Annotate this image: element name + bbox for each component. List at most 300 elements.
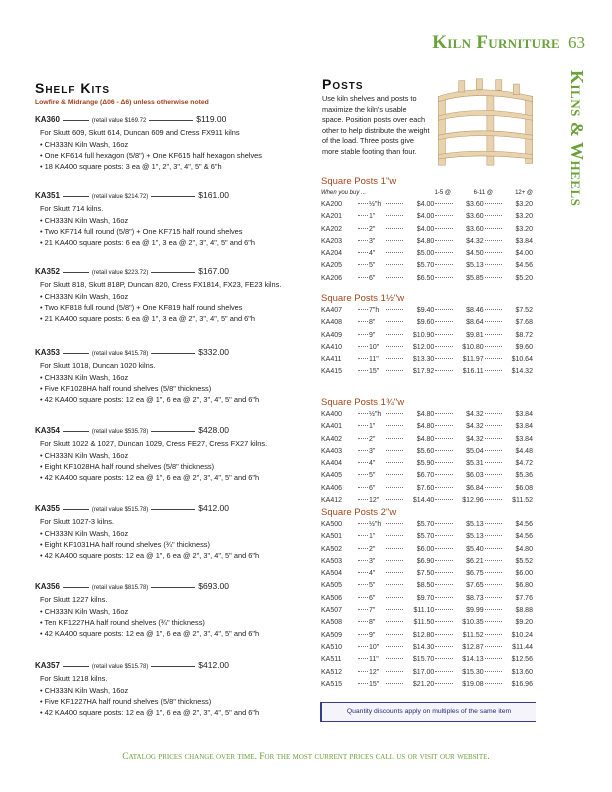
price-1-5: $6.00 xyxy=(416,545,435,553)
leader-line xyxy=(151,509,195,510)
item-height: 11" xyxy=(369,656,379,664)
price-1-5: $21.20 xyxy=(412,680,435,688)
leader-line xyxy=(151,431,195,432)
price-1-5: $10.90 xyxy=(412,331,435,339)
price-6-11: $14.13 xyxy=(462,656,484,664)
item-code: KA402 xyxy=(321,435,343,443)
price-6-11: $4.32 xyxy=(466,237,484,245)
kit-compatibility: For Skutt 818, Skutt 818P, Duncan 820, Cress FX1814, FX23, FE23 kilns. xyxy=(40,280,282,290)
kit-price: $428.00 xyxy=(198,425,230,435)
price-12-plus: $4.56 xyxy=(515,521,533,528)
post-price-table xyxy=(321,293,533,381)
kit-item: • Five KF1227HA half round shelves (5/8" thickness) xyxy=(40,696,315,707)
table-row xyxy=(321,436,533,448)
price-1-5: $5.90 xyxy=(416,460,435,468)
leader-line xyxy=(63,431,89,432)
price-6-11: $11.52 xyxy=(462,631,484,639)
item-code: KA512 xyxy=(321,668,343,676)
price-1-5: $5.70 xyxy=(416,533,435,541)
price-1-5: $17.92 xyxy=(412,368,435,376)
item-height: 1" xyxy=(369,423,376,431)
item-code: KA411 xyxy=(321,356,342,364)
kit-code: KA354 xyxy=(35,426,60,435)
table-row xyxy=(321,275,533,287)
price-6-11: $5.04 xyxy=(466,447,484,455)
item-code: KA511 xyxy=(321,656,342,664)
leader-line xyxy=(151,196,195,197)
item-code: KA406 xyxy=(321,484,343,492)
item-height: ½"h xyxy=(369,411,382,418)
price-1-5: $5.60 xyxy=(416,447,435,455)
table-row xyxy=(321,595,533,607)
item-height: 9" xyxy=(369,331,376,339)
item-code: KA505 xyxy=(321,582,343,590)
price-12-plus: $3.20 xyxy=(515,213,533,221)
price-1-5: $14.40 xyxy=(412,497,435,505)
price-12-plus: $9.60 xyxy=(515,343,533,351)
item-height: 3" xyxy=(369,447,376,455)
leader-line xyxy=(63,509,89,510)
price-6-11: $19.08 xyxy=(462,680,484,688)
price-6-11: $6.21 xyxy=(466,557,484,565)
item-height: 6" xyxy=(369,594,376,602)
item-height: 4" xyxy=(369,460,376,468)
item-height: 5" xyxy=(369,472,376,480)
kit-item: • CH333N Kiln Wash, 16oz xyxy=(40,450,315,461)
kit-item: • 18 KA400 square posts: 3 ea @ 1", 2", 3", 4", 5" & 6"h xyxy=(40,161,315,172)
price-12-plus: $9.20 xyxy=(515,619,533,627)
price-1-5: $9.70 xyxy=(416,594,435,602)
table-row xyxy=(321,558,533,570)
table-row xyxy=(321,356,533,368)
item-height: 3" xyxy=(369,557,376,565)
price-6-11: $4.32 xyxy=(466,435,484,443)
kit-retail-value: (retail value $515.78) xyxy=(91,507,149,513)
post-price-table xyxy=(321,176,533,287)
kit-compatibility: For Skutt 609, Skutt 614, Duncan 609 and Cress FX911 kilns xyxy=(40,128,240,138)
leader-line xyxy=(63,666,89,667)
price-6-11: $5.13 xyxy=(466,533,484,541)
price-6-11: $5.85 xyxy=(466,274,484,282)
item-code: KA415 xyxy=(321,368,343,376)
item-code: KA407 xyxy=(321,307,343,314)
price-1-5: $9.60 xyxy=(416,319,435,327)
item-code: KA200 xyxy=(321,201,343,208)
price-6-11: $5.13 xyxy=(466,262,484,270)
kit-item: • CH333N Kiln Wash, 16oz xyxy=(40,291,315,302)
item-height: 2" xyxy=(369,225,376,233)
shelf-kit xyxy=(35,425,315,483)
leader-line xyxy=(151,587,195,588)
price-6-11: $5.31 xyxy=(466,460,484,468)
kit-compatibility: For Skutt 1227 kilns. xyxy=(40,595,108,605)
kit-price: $412.00 xyxy=(198,660,230,670)
price-12-plus: $3.84 xyxy=(515,423,533,431)
table-row xyxy=(321,582,533,594)
price-6-11: $16.11 xyxy=(462,368,484,376)
price-1-5: $13.30 xyxy=(412,356,435,364)
item-height: ½"h xyxy=(369,521,382,528)
kit-item: • CH333N Kiln Wash, 16oz xyxy=(40,215,315,226)
item-height: 3" xyxy=(369,237,376,245)
price-1-5: $7.60 xyxy=(416,484,435,492)
price-12-plus: $8.88 xyxy=(515,607,533,615)
page-header-title: Kiln Furniture xyxy=(432,32,560,53)
price-12-plus: $11.52 xyxy=(512,497,533,505)
price-6-11: $4.50 xyxy=(466,250,484,258)
shelf-kit xyxy=(35,581,315,639)
item-code: KA509 xyxy=(321,631,343,639)
table-title: Square Posts 1½"w xyxy=(321,293,405,304)
kit-compatibility: For Skutt 1018, Duncan 1020 kilns. xyxy=(40,361,156,371)
item-code: KA409 xyxy=(321,331,343,339)
kit-price: $332.00 xyxy=(198,347,230,357)
footer-note: Catalog prices change over time. For the most current prices call us or visit our website. xyxy=(122,752,490,762)
kit-retail-value: (retail value $535.78) xyxy=(91,429,149,435)
item-height: 15" xyxy=(369,680,380,688)
price-6-11: $6.03 xyxy=(466,472,484,480)
price-6-11: $5.40 xyxy=(466,545,484,553)
item-height: 9" xyxy=(369,631,376,639)
item-code: KA408 xyxy=(321,319,343,327)
price-6-11: $3.60 xyxy=(466,225,484,233)
table-row xyxy=(321,262,533,274)
kit-compatibility: For Skutt 1027-3 kilns. xyxy=(40,517,114,527)
table-row xyxy=(321,607,533,619)
kit-price: $167.00 xyxy=(198,266,230,276)
price-6-11: $4.32 xyxy=(466,411,484,418)
kiln-shelves-photo xyxy=(434,74,538,170)
column-header: 12+ @ xyxy=(515,190,533,196)
item-code: KA400 xyxy=(321,411,343,418)
price-1-5: $17.00 xyxy=(412,668,435,676)
price-6-11: $9.81 xyxy=(466,331,484,339)
item-height: 12" xyxy=(369,497,380,505)
table-row xyxy=(321,472,533,484)
price-12-plus: $3.84 xyxy=(515,435,533,443)
price-1-5: $7.50 xyxy=(416,570,435,578)
item-code: KA403 xyxy=(321,447,343,455)
item-height: 8" xyxy=(369,319,376,327)
kit-code: KA355 xyxy=(35,504,60,513)
price-12-plus: $5.20 xyxy=(515,274,533,282)
table-row xyxy=(321,307,533,319)
column-header: 6-11 @ xyxy=(473,190,493,196)
item-code: KA404 xyxy=(321,460,343,468)
kit-code: KA360 xyxy=(35,115,60,124)
item-code: KA515 xyxy=(321,680,343,688)
kit-item: • Eight KF1031HA half round shelves (¾" thickness) xyxy=(40,539,315,550)
kit-item: • 21 KA400 square posts: 6 ea @ 1", 3 ea @ 2", 3", 4", 5" and 6"h xyxy=(40,313,315,324)
kit-code: KA351 xyxy=(35,191,60,200)
price-1-5: $12.00 xyxy=(412,343,435,351)
price-6-11: $6.84 xyxy=(466,484,484,492)
price-1-5: $15.70 xyxy=(412,656,435,664)
price-12-plus: $14.32 xyxy=(511,368,533,376)
price-6-11: $3.60 xyxy=(466,213,484,221)
kit-item: • Two KF818 full round (5/8") + One KF819 half round shelves xyxy=(40,302,315,313)
leader-line xyxy=(149,120,193,121)
item-height: 1" xyxy=(369,213,376,221)
table-row xyxy=(321,669,533,681)
leader-line xyxy=(151,272,195,273)
item-height: 8" xyxy=(369,619,376,627)
price-6-11: $11.97 xyxy=(462,356,484,364)
table-row xyxy=(321,411,533,423)
item-height: 2" xyxy=(369,545,376,553)
kit-price: $412.00 xyxy=(198,503,230,513)
item-height: 4" xyxy=(369,570,376,578)
item-height: 11" xyxy=(369,356,379,364)
item-code: KA206 xyxy=(321,274,343,282)
price-6-11: $8.73 xyxy=(466,594,484,602)
kit-item: • 42 KA400 square posts: 12 ea @ 1", 6 ea @ 2", 3", 4", 5" and 6"h xyxy=(40,394,315,405)
table-row xyxy=(321,238,533,250)
kit-item: • 21 KA400 square posts: 6 ea @ 1", 3 ea @ 2", 3", 4", 5" and 6"h xyxy=(40,237,315,248)
shelf-kit xyxy=(35,114,315,172)
price-6-11: $8.64 xyxy=(466,319,484,327)
table-row xyxy=(321,460,533,472)
price-1-5: $9.40 xyxy=(416,307,435,314)
item-code: KA508 xyxy=(321,619,343,627)
kit-compatibility: For Skutt 714 kilns. xyxy=(40,204,104,214)
kit-item: • CH333N Kiln Wash, 16oz xyxy=(40,606,315,617)
item-height: 5" xyxy=(369,582,376,590)
kit-code: KA357 xyxy=(35,661,60,670)
kit-price: $119.00 xyxy=(196,114,227,124)
kit-retail-value: (retail value $169.72 xyxy=(91,118,147,124)
table-row xyxy=(321,448,533,460)
price-12-plus: $4.80 xyxy=(515,545,533,553)
table-row xyxy=(321,226,533,238)
table-title: Square Posts 1¾"w xyxy=(321,397,405,408)
kit-retail-value: (retail value $515.78) xyxy=(91,664,149,670)
shelf-kit xyxy=(35,660,315,718)
table-row xyxy=(321,423,533,435)
item-code: KA205 xyxy=(321,262,343,270)
table-title: Square Posts 2"w xyxy=(321,507,397,518)
item-height: 6" xyxy=(369,484,376,492)
item-code: KA504 xyxy=(321,570,343,578)
table-row xyxy=(321,344,533,356)
price-12-plus: $4.00 xyxy=(515,250,533,258)
kit-item: • Five KF1028HA half round shelves (5/8" thickness) xyxy=(40,383,315,394)
price-12-plus: $4.48 xyxy=(515,447,533,455)
table-row xyxy=(321,521,533,533)
kit-item: • 42 KA400 square posts: 12 ea @ 1", 6 ea @ 2", 3", 4", 5" and 6"h xyxy=(40,628,315,639)
leader-line xyxy=(63,120,89,121)
item-code: KA202 xyxy=(321,225,343,233)
kit-retail-value: (retail value $415.78) xyxy=(91,351,149,357)
price-6-11: $9.99 xyxy=(466,607,484,615)
table-row xyxy=(321,681,533,693)
item-height: 10" xyxy=(369,343,380,351)
shelf-kits-heading xyxy=(35,80,209,106)
table-row xyxy=(321,619,533,631)
shelf-kit xyxy=(35,347,315,405)
kit-item: • 42 KA400 square posts: 12 ea @ 1", 6 ea @ 2", 3", 4", 5" and 6"h xyxy=(40,472,315,483)
price-12-plus: $13.60 xyxy=(511,668,533,676)
section-title: Shelf Kits xyxy=(35,80,111,96)
item-code: KA410 xyxy=(321,343,343,351)
price-6-11: $3.60 xyxy=(466,201,484,208)
price-12-plus: $3.84 xyxy=(515,411,533,418)
item-height: 1" xyxy=(369,533,376,541)
kit-retail-value: (retail value $223.72) xyxy=(91,270,149,276)
item-code: KA503 xyxy=(321,557,343,565)
price-6-11: $5.13 xyxy=(466,521,484,528)
kit-item: • 42 KA400 square posts: 12 ea @ 1", 6 ea @ 2", 3", 4", 5" and 6"h xyxy=(40,707,315,718)
item-height: 6" xyxy=(369,274,376,282)
price-1-5: $6.50 xyxy=(416,274,435,282)
table-row xyxy=(321,332,533,344)
leader-line xyxy=(151,666,195,667)
table-header xyxy=(321,190,533,201)
item-code: KA507 xyxy=(321,607,343,615)
leader-line xyxy=(63,196,89,197)
kit-compatibility: For Skutt 1218 kilns. xyxy=(40,674,108,684)
price-12-plus: $6.08 xyxy=(515,484,533,492)
price-12-plus: $6.00 xyxy=(515,570,533,578)
leader-line xyxy=(63,587,89,588)
price-6-11: $10.80 xyxy=(462,343,484,351)
posts-description: Use kiln shelves and posts to maximize the kiln's usable space. Position posts over each other to help distribute the weight of the load. Three posts give more stable footing than four. xyxy=(322,94,430,156)
table-row xyxy=(321,656,533,668)
table-row xyxy=(321,250,533,262)
price-1-5: $4.80 xyxy=(416,237,435,245)
table-row xyxy=(321,632,533,644)
price-12-plus: $11.44 xyxy=(512,643,533,651)
price-12-plus: $7.68 xyxy=(515,319,533,327)
kit-item: • Ten KF1227HA half round shelves (¾" thickness) xyxy=(40,617,315,628)
table-row xyxy=(321,533,533,545)
item-height: 7"h xyxy=(369,307,380,314)
price-6-11: $10.35 xyxy=(462,619,484,627)
item-code: KA500 xyxy=(321,521,343,528)
price-6-11: $7.65 xyxy=(466,582,484,590)
kit-item: • One KF614 full hexagon (5/8") + One KF615 half hexagon shelves xyxy=(40,150,315,161)
posts-intro xyxy=(322,76,430,157)
item-height: 10" xyxy=(369,643,380,651)
price-12-plus: $10.64 xyxy=(511,356,533,364)
kit-code: KA356 xyxy=(35,582,60,591)
price-1-5: $4.00 xyxy=(416,225,435,233)
price-12-plus: $3.20 xyxy=(515,225,533,233)
posts-title: Posts xyxy=(322,76,364,92)
price-1-5: $6.70 xyxy=(416,472,435,480)
kit-code: KA352 xyxy=(35,267,60,276)
price-12-plus: $16.96 xyxy=(511,680,533,688)
kit-item: • CH333N Kiln Wash, 16oz xyxy=(40,528,315,539)
kit-price: $161.00 xyxy=(198,190,230,200)
price-6-11: $6.75 xyxy=(466,570,484,578)
kit-item: • 42 KA400 square posts: 12 ea @ 1", 6 ea @ 2", 3", 4", 5" and 6"h xyxy=(40,550,315,561)
price-1-5: $11.50 xyxy=(413,619,435,627)
price-1-5: $4.80 xyxy=(416,435,435,443)
price-1-5: $4.00 xyxy=(416,213,435,221)
leader-line xyxy=(63,272,89,273)
item-height: 4" xyxy=(369,250,376,258)
table-row xyxy=(321,570,533,582)
item-height: 15" xyxy=(369,368,380,376)
kit-item: • CH333N Kiln Wash, 16oz xyxy=(40,139,315,150)
item-code: KA401 xyxy=(321,423,343,431)
price-1-5: $12.80 xyxy=(412,631,435,639)
item-code: KA405 xyxy=(321,472,343,480)
price-12-plus: $7.76 xyxy=(515,594,533,602)
price-1-5: $4.80 xyxy=(416,411,435,418)
kit-compatibility: For Skutt 1022 & 1027, Duncan 1029, Cress FE27, Cress FX27 kilns. xyxy=(40,439,268,449)
kit-item: • Two KF714 full round (5/8") + One KF715 half round shelves xyxy=(40,226,315,237)
kit-price: $693.00 xyxy=(198,581,230,591)
shelf-kit xyxy=(35,503,315,561)
column-header: When you buy ... xyxy=(321,190,367,196)
item-code: KA501 xyxy=(321,533,343,541)
table-row xyxy=(321,485,533,497)
price-1-5: $6.90 xyxy=(416,557,435,565)
price-12-plus: $4.72 xyxy=(515,460,533,468)
item-code: KA506 xyxy=(321,594,343,602)
kit-code: KA353 xyxy=(35,348,60,357)
price-6-11: $15.30 xyxy=(462,668,484,676)
price-12-plus: $4.56 xyxy=(515,262,533,270)
price-1-5: $4.00 xyxy=(416,201,435,208)
item-code: KA412 xyxy=(321,497,343,505)
price-1-5: $5.70 xyxy=(416,262,435,270)
price-12-plus: $4.56 xyxy=(515,533,533,541)
post-price-table xyxy=(321,397,533,509)
price-6-11: $12.96 xyxy=(462,497,484,505)
item-height: 12" xyxy=(369,668,380,676)
table-row xyxy=(321,213,533,225)
table-row xyxy=(321,546,533,558)
item-height: 5" xyxy=(369,262,376,270)
price-12-plus: $8.72 xyxy=(515,331,533,339)
price-12-plus: $6.80 xyxy=(515,582,533,590)
page-number: 63 xyxy=(568,33,585,52)
table-row xyxy=(321,319,533,331)
item-code: KA502 xyxy=(321,545,343,553)
leader-line xyxy=(63,353,89,354)
item-height: 2" xyxy=(369,435,376,443)
kit-item: • CH333N Kiln Wash, 16oz xyxy=(40,685,315,696)
item-height: ½"h xyxy=(369,201,382,208)
price-12-plus: $12.56 xyxy=(511,656,533,664)
kit-retail-value: (retail value $815.78) xyxy=(91,585,149,591)
price-1-5: $5.70 xyxy=(416,521,435,528)
price-1-5: $5.00 xyxy=(416,250,435,258)
shelf-kit xyxy=(35,190,315,248)
price-6-11: $12.87 xyxy=(462,643,484,651)
kit-item: • Eight KF1028HA half round shelves (5/8" thickness) xyxy=(40,461,315,472)
price-12-plus: $10.24 xyxy=(511,631,533,639)
table-row xyxy=(321,644,533,656)
price-12-plus: $5.52 xyxy=(515,557,533,565)
price-12-plus: $3.84 xyxy=(515,237,533,245)
price-1-5: $14.30 xyxy=(412,643,435,651)
table-title: Square Posts 1"w xyxy=(321,176,397,187)
item-code: KA510 xyxy=(321,643,343,651)
item-code: KA204 xyxy=(321,250,343,258)
kit-item: • CH333N Kiln Wash, 16oz xyxy=(40,372,315,383)
side-tab-title: Kilns & Wheels xyxy=(567,70,587,207)
leader-line xyxy=(151,353,195,354)
price-1-5: $8.50 xyxy=(416,582,435,590)
price-12-plus: $5.36 xyxy=(515,472,533,480)
item-height: 7" xyxy=(369,607,376,615)
table-row xyxy=(321,368,533,380)
price-6-11: $8.46 xyxy=(466,307,484,314)
